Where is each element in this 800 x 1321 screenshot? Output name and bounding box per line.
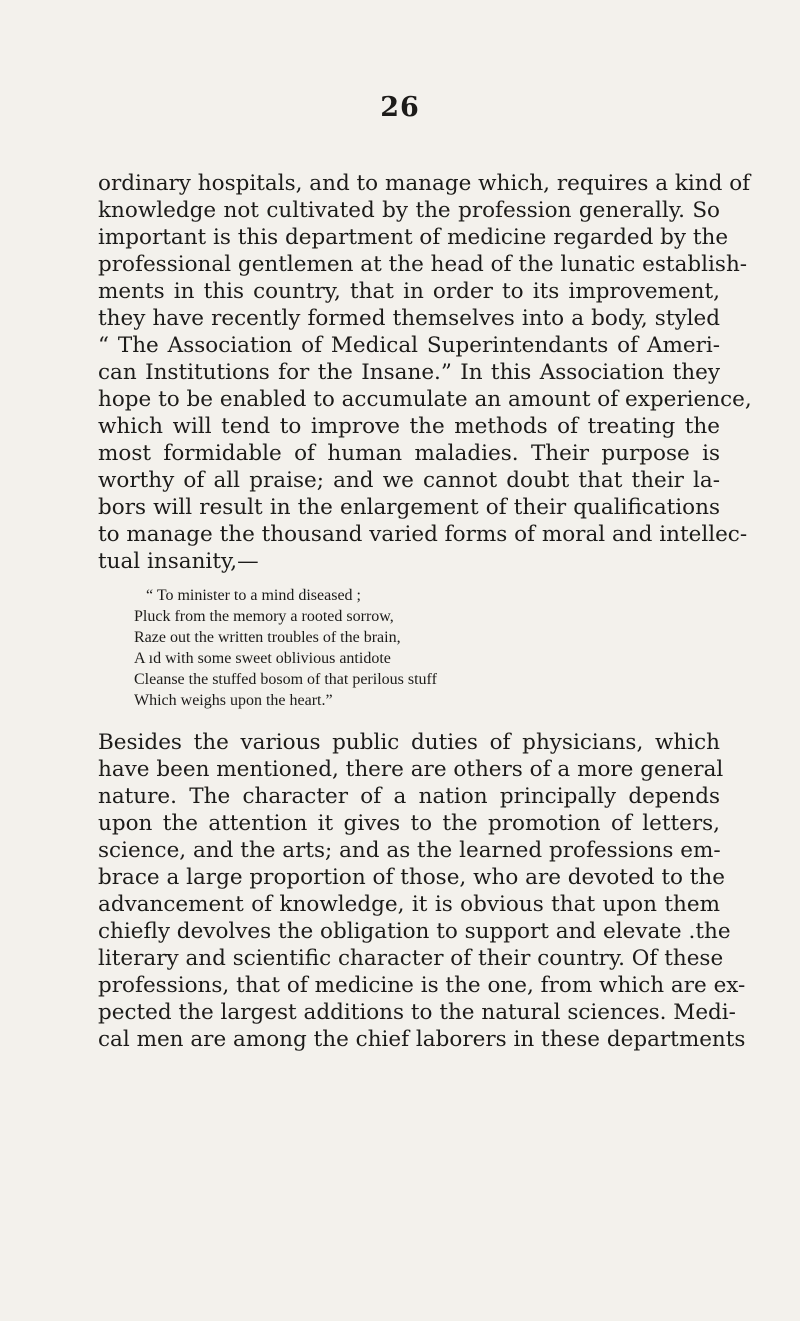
text-line: professions, that of medicine is the one, from which are ex- [98,973,746,998]
text-line: literary and scientific character of their country. Of these [98,946,724,971]
text-line: advancement of knowledge, it is obvious that upon them [98,892,720,917]
text-line: Besides the various public duties of physicians, which [98,730,720,755]
text-line: tual insanity,— [98,549,259,574]
text-line: hope to be enabled to accumulate an amount of experience, [98,387,752,412]
text-line: ordinary hospitals, and to manage which, requires a kind of [98,171,751,196]
quote-line: Pluck from the memory a rooted sorrow, [134,608,394,625]
page-number: 26 [380,92,420,123]
text-line: cal men are among the chief laborers in these departments [98,1027,746,1052]
quote-line: Which weighs upon the heart.” [134,692,333,709]
quote-line: Raze out the written troubles of the brain, [134,629,401,646]
text-line: have been mentioned, there are others of a more general [98,757,724,782]
text-line: important is this department of medicine regarded by the [98,225,729,250]
text-line: knowledge not cultivated by the profession generally. So [98,198,720,223]
quote-line: Cleanse the stuffed bosom of that perilous stuff [134,671,437,688]
text-line: ments in this country, that in order to its improvement, [98,279,720,304]
text-line: nature. The character of a nation principally depends [98,784,720,809]
text-line: upon the attention it gives to the promotion of letters, [98,811,720,836]
text-line: science, and the arts; and as the learned professions em- [98,838,721,863]
text-line: which will tend to improve the methods of treating the [98,414,720,439]
text-line: chiefly devolves the obligation to support and elevate .the [98,919,731,944]
text-line: pected the largest additions to the natural sciences. Medi- [98,1000,736,1025]
text-line: worthy of all praise; and we cannot doubt that their la- [98,468,720,493]
quote-line: A ıd with some sweet oblivious antidote [134,650,391,667]
text-line: can Institutions for the Insane.” In this Association they [98,360,720,385]
text-line: brace a large proportion of those, who are devoted to the [98,865,725,890]
text-line: professional gentlemen at the head of the lunatic establish- [98,252,748,277]
text-line: to manage the thousand varied forms of moral and intellec- [98,522,748,547]
text-line: bors will result in the enlargement of their qualifications [98,495,720,520]
quote-line: “ To minister to a mind diseased ; [146,587,361,604]
text-line: most formidable of human maladies. Their purpose is [98,441,720,466]
text-line: “ The Association of Medical Superintendants of Ameri- [98,333,720,358]
text-line: they have recently formed themselves into a body, styled [98,306,720,331]
